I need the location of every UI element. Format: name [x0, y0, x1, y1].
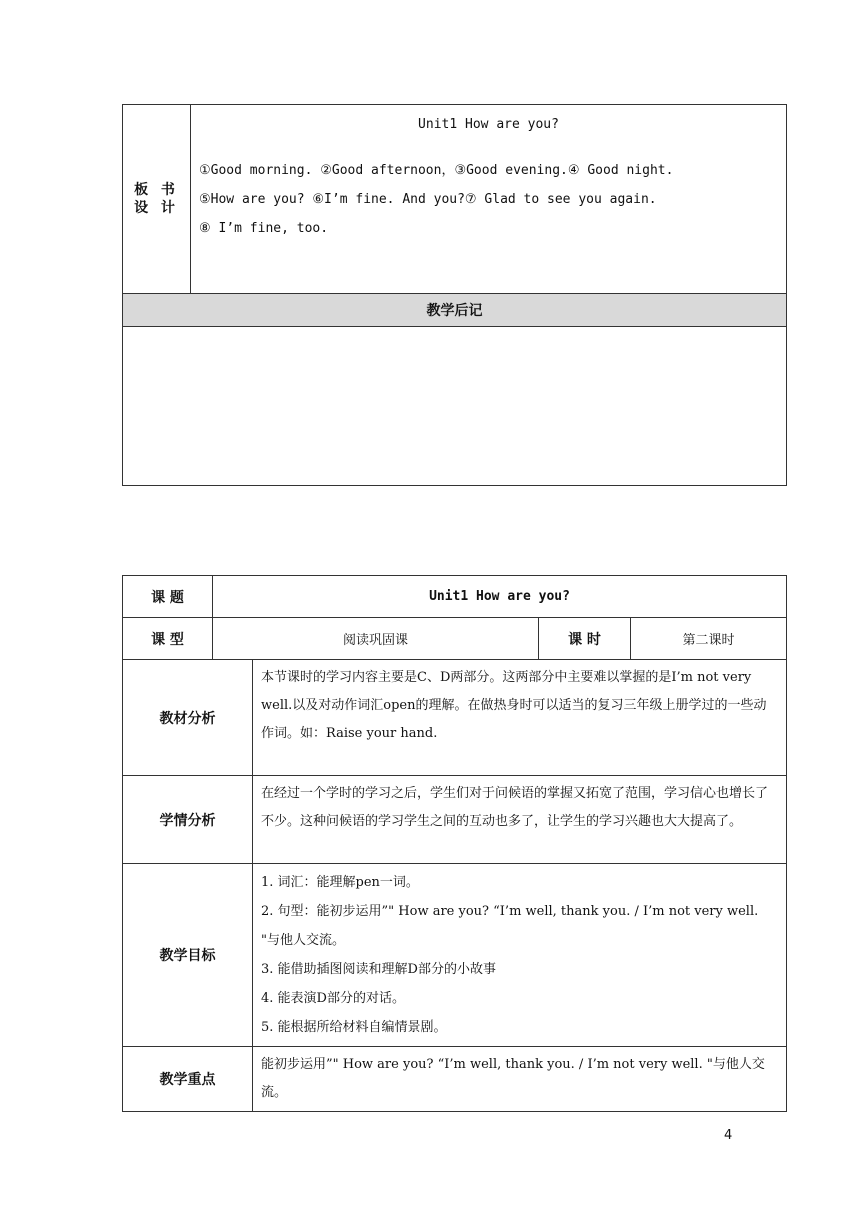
goal-item: 2. 句型：能初步运用”" How are you? “I’m well, thank you. / I’m not very well. "与他人交流。 — [261, 904, 759, 948]
topic-value: Unit1 How are you? — [213, 576, 787, 618]
topic-label: 课 题 — [123, 576, 213, 618]
students-text: 在经过一个学时的学习之后，学生们对于问候语的掌握又拓宽了范围，学习信心也增长了不少。这种问候语的学习学生之间的互动也多了，让学生的学习兴趣也大大提高了。 — [253, 776, 787, 864]
reflection-content — [123, 327, 787, 486]
lesson-plan-table — [122, 575, 787, 1112]
goals-list — [253, 864, 787, 1047]
board-label-line1: 板 书 — [134, 182, 179, 198]
goal-item: 1. 词汇：能理解pen一词。 — [261, 875, 419, 890]
goal-item: 5. 能根据所给材料自编情景剧。 — [261, 1020, 447, 1035]
board-line-2: ⑤How are you? ⑥I’m fine. And you?⑦ Glad to see you again. — [199, 192, 657, 207]
board-title: Unit1 How are you? — [418, 117, 559, 132]
board-line-3: ⑧ I’m fine, too. — [199, 221, 329, 236]
board-line-1: ①Good morning. ②Good afternoon，③Good evening.④ Good night. — [199, 163, 674, 178]
board-label-line2: 设 计 — [134, 200, 179, 216]
board-content — [191, 105, 787, 294]
reflection-header: 教学后记 — [123, 294, 787, 327]
board-side-label — [123, 105, 191, 294]
type-value: 阅读巩固课 — [213, 618, 539, 660]
goal-item: 3. 能借助插图阅读和理解D部分的小故事 — [261, 962, 496, 977]
page-number: 4 — [724, 1128, 733, 1143]
period-label: 课 时 — [539, 618, 631, 660]
goals-label: 教学目标 — [123, 864, 253, 1047]
key-text: 能初步运用”" How are you? “I’m well, thank you. / I’m not very well. "与他人交流。 — [253, 1047, 787, 1112]
period-value: 第二课时 — [631, 618, 787, 660]
material-label: 教材分析 — [123, 660, 253, 776]
students-label: 学情分析 — [123, 776, 253, 864]
material-text: 本节课时的学习内容主要是C、D两部分。这两部分中主要难以掌握的是I’m not very well.以及对动作词汇open的理解。在做热身时可以适当的复习三年级上册学过的一些动作词。如：Raise your hand. — [253, 660, 787, 776]
goal-item: 4. 能表演D部分的对话。 — [261, 991, 405, 1006]
type-label: 课 型 — [123, 618, 213, 660]
key-label: 教学重点 — [123, 1047, 253, 1112]
board-design-table — [122, 104, 787, 486]
